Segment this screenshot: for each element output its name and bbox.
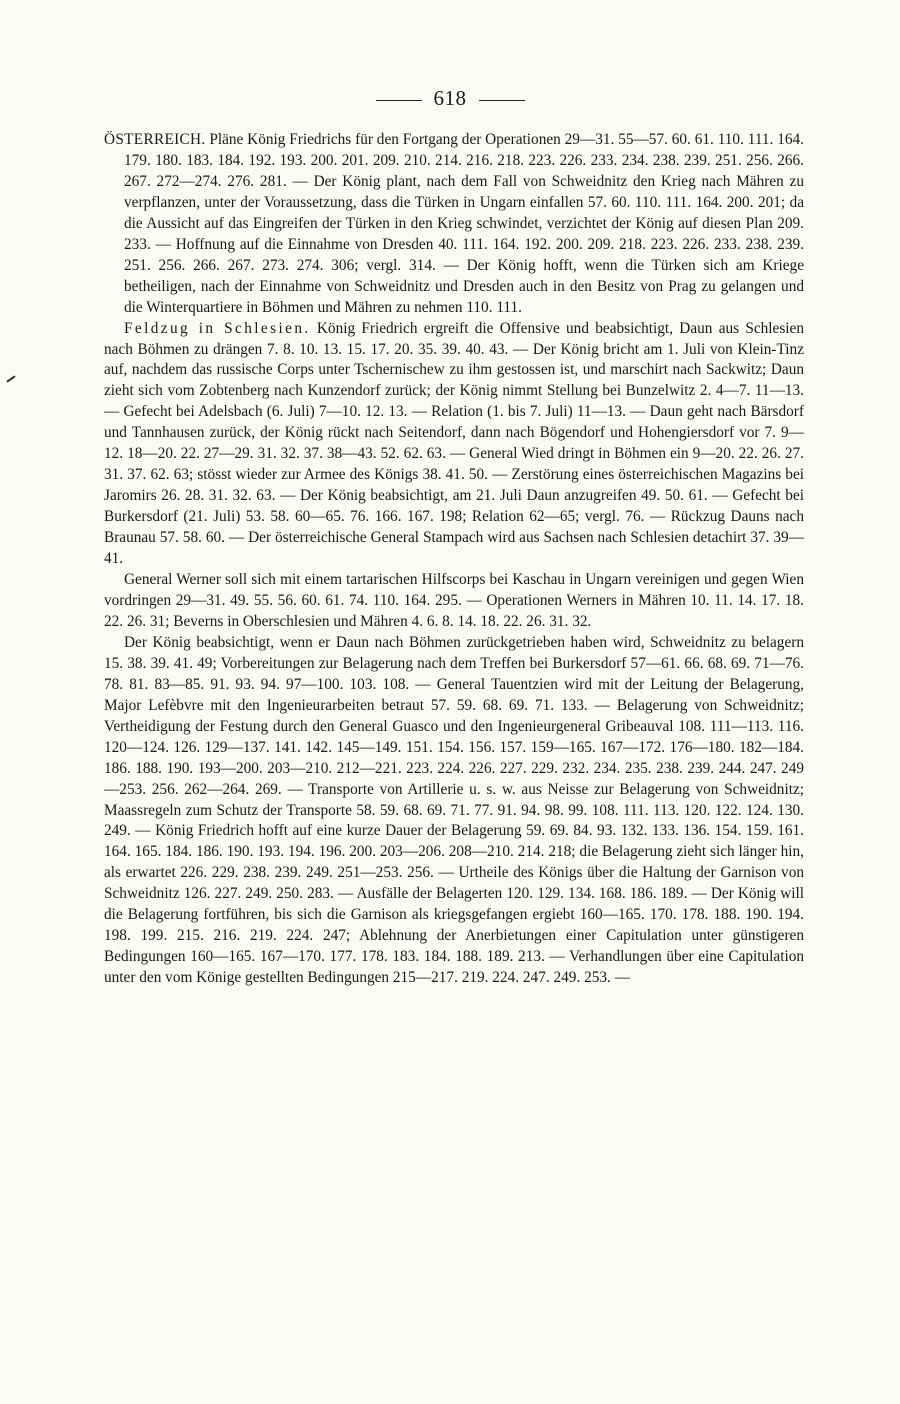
- right-rule: [479, 100, 525, 101]
- page-number: [0, 86, 900, 111]
- subheading-spaced: Feldzug in Schlesien.: [124, 319, 311, 337]
- paragraph-text: Pläne König Friedrichs für den Fortgang der Operationen 29—31. 55—57. 60. 61. 110. 111. 164. 179. 180. 183. 184. 192. 193. 200. 201. 209. 210. 214. 216. 218. 223. 226. 233. 234. 238. 239. 251. 256. 266. 267. 272—274. 276. 281. — Der König plant, nach dem Fall von Schweidnitz den Krieg nach Mähren zu verpflanzen, unter der Voraussetzung, dass die Türken in Ungarn einfallen 57. 60. 110. 111. 164. 200. 201; da die Aussicht auf das Eingreifen der Türken in den Krieg schwindet, verzichtet der König auf diesen Plan 209. 233. — Hoffnung auf die Einnahme von Dresden 40. 111. 164. 192. 200. 209. 218. 223. 226. 233. 238. 239. 251. 256. 266. 267. 273. 274. 306; vergl. 314. — Der König hofft, wenn die Türken sich am Kriege betheiligen, nach der Einnahme von Schweidnitz und Dresden auch in den Besitz von Prag zu gelangen und die Winterquartiere in Böhmen und Mähren zu nehmen 110. 111.: [124, 131, 804, 316]
- paragraph-werner: [104, 570, 804, 633]
- paragraph-feldzug: [104, 319, 804, 570]
- paragraph-schweidnitz: [104, 633, 804, 989]
- index-entry-oesterreich: [104, 130, 804, 989]
- entry-lemma: ÖSTERREICH.: [104, 131, 206, 148]
- margin-mark: [6, 375, 15, 382]
- paragraph-text: General Werner soll sich mit einem tartarischen Hilfscorps bei Kaschau in Ungarn vereinigen und gegen Wien vordringen 29—31. 49. 55. 56. 60. 61. 74. 110. 164. 295. — Operationen Werners in Mähren 10. 11. 14. 17. 18. 22. 26. 31; Beverns in Oberschlesien und Mähren 4. 6. 8. 14. 18. 22. 26. 31. 32.: [104, 571, 804, 630]
- paragraph-text: König Friedrich ergreift die Offensive und beabsichtigt, Daun aus Schlesien nach Böhmen zu drängen 7. 8. 10. 13. 15. 17. 20. 35. 39. 40. 43. — Der König bricht am 1. Juli von Klein-Tinz auf, nachdem das russische Corps unter Tschernischew zu ihm gestossen ist, und marschirt nach Sackwitz; Daun zieht sich vom Zobtenberg nach Kunzendorf zurück; der König nimmt Stellung bei Bunzelwitz 2. 4—7. 11—13. — Gefecht bei Adelsbach (6. Juli) 7—10. 12. 13. — Relation (1. bis 7. Juli) 11—13. — Daun geht nach Bärsdorf und Tannhausen zurück, der König rückt nach Seitendorf, dann nach Bögendorf und Hohengiersdorf vor 7. 9—12. 18—20. 22. 27—29. 31. 32. 37. 38—43. 52. 62. 63. — General Wied dringt in Böhmen ein 9—20. 22. 26. 27. 31. 37. 62. 63; stösst wieder zur Armee des Königs 38. 41. 50. — Zerstörung eines österreichischen Magazins bei Jaromirs 26. 28. 31. 32. 63. — Der König beabsichtigt, am 21. Juli Daun anzugreifen 49. 50. 61. — Gefecht bei Burkersdorf (21. Juli) 53. 58. 60—65. 76. 166. 167. 198; Relation 62—65; vergl. 76. — Rückzug Dauns nach Braunau 57. 58. 60. — Der österreichische General Stampach wird aus Sachsen nach Schlesien detachirt 37. 39—41.: [104, 319, 804, 568]
- paragraph-intro: [104, 130, 804, 319]
- left-rule: [376, 100, 422, 101]
- page-number-text: 618: [433, 86, 467, 110]
- paragraph-text: Der König beabsichtigt, wenn er Daun nach Böhmen zurückgetrieben haben wird, Schweidnitz zu belagern 15. 38. 39. 41. 49; Vorbereitungen zur Belagerung nach dem Treffen bei Burkersdorf 57—61. 66. 68. 69. 71—76. 78. 81. 83—85. 91. 93. 94. 97—100. 103. 108. — General Tauentzien wird mit der Leitung der Belagerung, Major Lefèbvre mit den Ingenieurarbeiten betraut 57. 59. 68. 69. 71. 133. — Belagerung von Schweidnitz; Vertheidigung der Festung durch den General Guasco und den Ingenieurgeneral Gribeauval 108. 111—113. 116. 120—124. 126. 129—137. 141. 142. 145—149. 151. 154. 156. 157. 159—165. 167—172. 176—180. 182—184. 186. 188. 190. 193—200. 203—210. 212—221. 223. 224. 226. 227. 229. 232. 234. 235. 238. 239. 244. 247. 249—253. 256. 262—264. 269. — Transporte von Artillerie u. s. w. aus Neisse zur Belagerung von Schweidnitz; Maassregeln zum Schutz der Transporte 58. 59. 68. 69. 71. 77. 91. 94. 98. 99. 108. 111. 113. 120. 122. 124. 130. 249. — König Friedrich hofft auf eine kurze Dauer der Belagerung 59. 69. 84. 93. 132. 133. 136. 154. 159. 161. 164. 165. 184. 186. 190. 193. 194. 196. 200. 203—206. 208—210. 214. 218; die Belagerung zieht sich länger hin, als erwartet 226. 229. 238. 239. 249. 251—253. 256. — Urtheile des Königs über die Haltung der Garnison von Schweidnitz 126. 227. 249. 250. 283. — Ausfälle der Belagerten 120. 129. 134. 168. 186. 189. — Der König will die Belagerung fortführen, bis sich die Garnison als kriegsgefangen ergiebt 160—165. 170. 178. 188. 190. 194. 198. 199. 215. 216. 219. 224. 247; Ablehnung der Anerbietungen einer Capitulation unter günstigeren Bedingungen 160—165. 167—170. 177. 178. 183. 184. 188. 189. 213. — Verhandlungen über eine Capitulation unter den vom Könige gestellten Bedingungen 215—217. 219. 224. 247. 249. 253. —: [104, 633, 804, 987]
